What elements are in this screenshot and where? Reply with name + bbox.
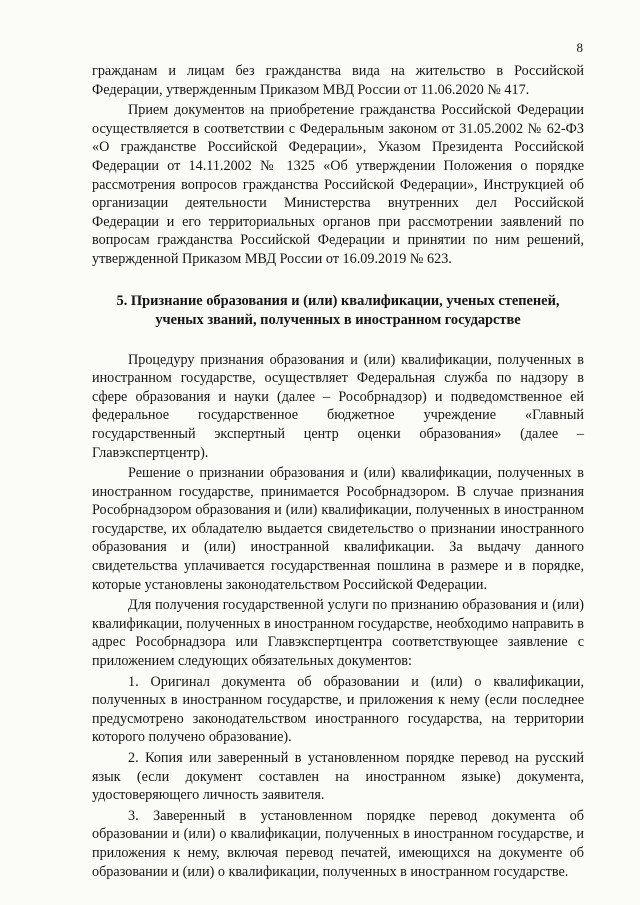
paragraph-service-request: Для получения государственной услуги по признанию образования и (или) квалификации, полученных в иностранном государстве, необходимо направить в адрес Рособрнадзора или Главэкспертцентра соответствующее заявление с приложением следующих обязательных документов: bbox=[92, 597, 584, 670]
list-item-original-document: 1. Оригинал документа об образовании и (или) о квалификации, полученных в иностранном государстве, и приложения к нему (если последнее предусмотрено законодательством иностранного государства, на территории которого получено образование). bbox=[92, 673, 584, 746]
list-item-identity-copy: 2. Копия или заверенный в установленном порядке перевод на русский язык (если документ составлен на иностранном языке) документа, удостоверяющего личность заявителя. bbox=[92, 750, 584, 804]
section-heading: 5. Признание образования и (или) квалификации, ученых степеней, ученых званий, полученных в иностранном государстве bbox=[116, 292, 560, 328]
paragraph-continued: гражданам и лицам без гражданства вида на жительство в Российской Федерации, утвержденным Приказом МВД России от 11.06.2020 № 417. bbox=[92, 63, 584, 98]
document-body bbox=[92, 62, 584, 883]
page-number: 8 bbox=[576, 40, 583, 55]
list-item-certified-translation: 3. Заверенный в установленном порядке перевод документа об образовании и (или) о квалификации, полученных в иностранном государстве, и приложения к нему, включая перевод печатей, имеющихся на документе об образовании и (или) о квалификации, полученных в иностранном государстве. bbox=[92, 807, 584, 880]
paragraph-citizenship: Прием документов на приобретение гражданства Российской Федерации осуществляется в соответствии с Федеральным законом от 31.05.2002 № 62-ФЗ «О гражданстве Российской Федерации», Указом Президента Российской Федерации от 14.11.2002 № 1325 «Об утверждении Положения о порядке рассмотрения вопросов гражданства Российской Федерации», Инструкцией об организации деятельности Министерства внутренних дел Российской Федерации и его территориальных органов при рассмотрении заявлений по вопросам гражданства Российской Федерации и принятии по ним решений, утвержденной Приказом МВД России от 16.09.2019 № 623. bbox=[92, 102, 584, 267]
paragraph-recognition-procedure: Процедуру признания образования и (или) квалификации, полученных в иностранном государстве, осуществляет Федеральная служба по надзору в сфере образования и науки (далее – Рособрнадзор) и подведомственное ей федеральное государственное бюджетное учреждение «Главный государственный экспертный центр оценки образования» (далее – Главэкспертцентр). bbox=[92, 351, 584, 461]
paragraph-recognition-decision: Решение о признании образования и (или) квалификации, полученных в иностранном государстве, принимается Рособрнадзором. В случае признания Рособрнадзором образования и (или) квалификации, полученных в иностранном государстве, их обладателю выдается свидетельство о признании иностранного образования и (или) иностранной квалификации. За выдачу данного свидетельства уплачивается государственная пошлина в размере и в порядке, которые установлены законодательством Российской Федерации. bbox=[92, 465, 584, 593]
